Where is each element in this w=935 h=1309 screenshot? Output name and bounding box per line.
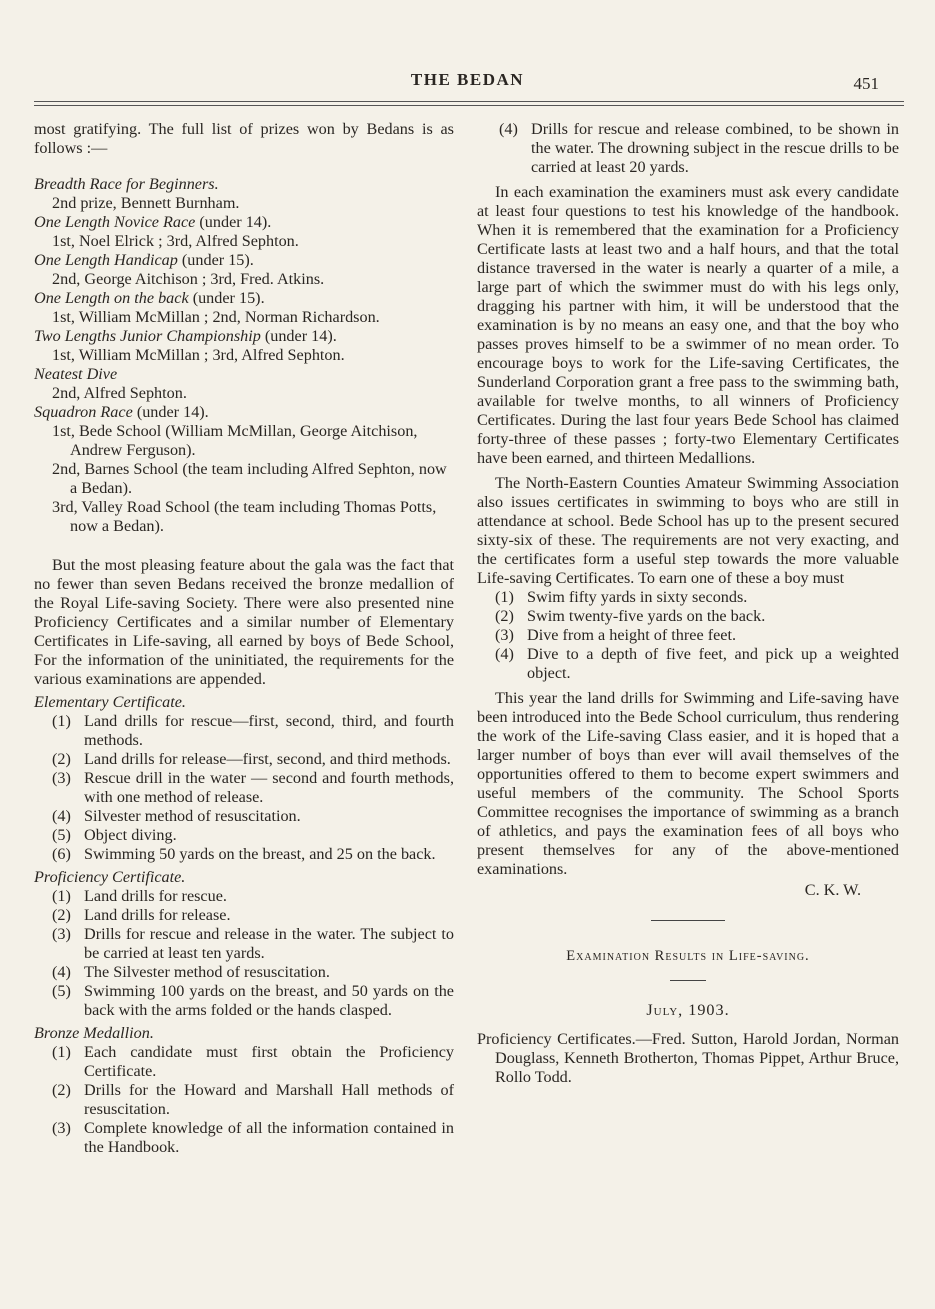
list-item xyxy=(52,750,454,769)
item-text: Swim twenty-five yards on the back. xyxy=(527,607,766,625)
prize-result: 1st, William McMillan ; 3rd, Alfred Sephton. xyxy=(52,346,345,364)
proficiency-certificate-title: Proficiency Certificate. xyxy=(34,868,186,886)
event-name: Two Lengths Junior Championship xyxy=(34,327,261,345)
prize-event xyxy=(34,365,454,384)
item-text: Dive to a depth of five feet, and pick up a weighted object. xyxy=(527,645,899,682)
list-item xyxy=(52,887,454,906)
item-text: Complete knowledge of all the information contained in the Handbook. xyxy=(84,1119,454,1156)
item-number: (6) xyxy=(52,845,71,863)
item-text: Each candidate must first obtain the Proficiency Certificate. xyxy=(84,1043,454,1080)
list-item xyxy=(499,120,899,177)
item-number: (2) xyxy=(495,607,514,625)
item-number: (3) xyxy=(52,925,71,943)
left-column xyxy=(34,120,454,1157)
event-qualifier: (under 14). xyxy=(136,403,209,421)
prize-result: 1st, William McMillan ; 2nd, Norman Richardson. xyxy=(52,308,380,326)
list-item xyxy=(495,626,899,645)
item-text: Rescue drill in the water — second and fourth methods, with one method of release. xyxy=(84,769,454,806)
list-item xyxy=(52,982,454,1020)
list-item xyxy=(52,826,454,845)
item-text: Land drills for rescue—first, second, third, and fourth methods. xyxy=(84,712,454,749)
event-name: Neatest Dive xyxy=(34,365,118,383)
section-divider-short xyxy=(670,980,706,981)
item-number: (4) xyxy=(495,645,514,663)
section-divider xyxy=(651,920,725,921)
prize-result: 1st, Bede School (William McMillan, George Aitchison, Andrew Ferguson). xyxy=(52,422,418,459)
prize-result: 2nd, George Aitchison ; 3rd, Fred. Atkins. xyxy=(52,270,325,288)
bronze-requirements-continued xyxy=(499,120,899,177)
item-number: (1) xyxy=(495,588,514,606)
item-number: (1) xyxy=(52,887,71,905)
prize-list xyxy=(34,175,454,536)
item-number: (3) xyxy=(52,769,71,787)
item-text: Land drills for rescue. xyxy=(84,887,227,905)
header-rule-double xyxy=(34,105,904,106)
event-qualifier: (under 15). xyxy=(181,251,254,269)
list-item xyxy=(52,1081,454,1119)
prize-result: 2nd, Alfred Sephton. xyxy=(52,384,187,402)
elementary-requirements xyxy=(52,712,454,864)
list-item xyxy=(495,607,899,626)
item-text: Drills for the Howard and Marshall Hall methods of resuscitation. xyxy=(84,1081,454,1118)
results-date: July, 1903. xyxy=(646,1001,730,1019)
event-name: One Length Novice Race xyxy=(34,213,196,231)
prize-event xyxy=(34,213,454,232)
item-text: Swimming 50 yards on the breast, and 25 on the back. xyxy=(84,845,436,863)
page-number: 451 xyxy=(853,74,879,93)
intro-paragraph: most gratifying. The full list of prizes won by Bedans is as follows :— xyxy=(34,120,454,157)
event-qualifier: (under 14). xyxy=(264,327,337,345)
prize-event xyxy=(34,327,454,346)
item-number: (4) xyxy=(52,807,71,825)
prize-event xyxy=(34,289,454,308)
event-qualifier: (under 15). xyxy=(192,289,265,307)
prize-event xyxy=(34,175,454,194)
gala-paragraph: But the most pleasing feature about the gala was the fact that no fewer than seven Bedans received the bronze medallion of the Royal Life-saving Society. There were also presented nine Proficiency Certificates and a similar number of Elementary Certificates in Life-saving, all earned by boys of Bede School, For the information of the uninitiated, the requirements for the various examinations are appended. xyxy=(34,556,454,688)
running-head xyxy=(0,70,935,94)
item-number: (4) xyxy=(499,120,518,138)
item-number: (3) xyxy=(52,1119,71,1137)
item-text: Land drills for release—first, second, and third methods. xyxy=(84,750,451,768)
item-text: Land drills for release. xyxy=(84,906,231,924)
right-column xyxy=(477,120,899,1087)
examination-paragraph: In each examination the examiners must ask every candidate at least four questions to test his knowledge of the handbook. When it is remembered that the examination for a Proficiency Certificate lasts at least two and a half hours, and that the total distance traversed in the water is nearly a quarter of a mile, a large part of which the swimmer must do with his legs only, dragging his partner with him, it will be understood that the examination is by no means an easy one, and that the boy who passes proves himself to be a swimmer of no mean order. To encourage boys to work for the Life-saving Certificates, the Sunderland Corporation grant a free pass to the swimming bath, available for twelve months, to all winners of Proficiency Certificates. During the last four years Bede School has claimed forty-three of these passes ; forty-two Elementary Certificates have been earned, and thirteen Medallions. xyxy=(477,183,899,467)
list-item xyxy=(495,645,899,683)
prize-result: 2nd, Barnes School (the team including Alfred Sephton, now a Bedan). xyxy=(52,460,447,497)
list-item xyxy=(52,925,454,963)
list-item xyxy=(52,712,454,750)
event-name: Breadth Race for Beginners. xyxy=(34,175,219,193)
item-number: (4) xyxy=(52,963,71,981)
item-text: Dive from a height of three feet. xyxy=(527,626,736,644)
prize-event xyxy=(34,251,454,270)
prize-result: 1st, Noel Elrick ; 3rd, Alfred Sephton. xyxy=(52,232,299,250)
list-item xyxy=(52,1119,454,1157)
swimming-association-paragraph: The North-Eastern Counties Amateur Swimming Association also issues certificates in swimming to boys who are still in attendance at school. Bede School has up to the present secured sixty-six of these. The requirements are not very exacting, and the certificates form a useful step towards the more valuable Life-saving Certificates. To earn one of these a boy must xyxy=(477,474,899,587)
bronze-medallion-title: Bronze Medallion. xyxy=(34,1024,154,1042)
list-item xyxy=(495,588,899,607)
list-item xyxy=(52,807,454,826)
bronze-requirements xyxy=(52,1043,454,1157)
curriculum-paragraph: This year the land drills for Swimming and Life-saving have been introduced into the Bede School curriculum, thus rendering the work of the Life-saving Class easier, and it is hoped that a larger number of boys than ever will avail themselves of the opportunities offered to them to become expert swimmers and useful members of the community. The School Sports Committee recognises the importance of swimming as a branch of athletics, and pays the examination fees of all boys who present themselves for any of the above-mentioned examinations. xyxy=(477,689,899,878)
proficiency-requirements xyxy=(52,887,454,1020)
event-name: Squadron Race xyxy=(34,403,133,421)
running-title: THE BEDAN xyxy=(410,70,525,89)
results-paragraph: Proficiency Certificates.—Fred. Sutton, Harold Jordan, Norman Douglass, Kenneth Brotherton, Thomas Pippet, Arthur Bruce, Rollo Todd. xyxy=(477,1030,899,1086)
list-item xyxy=(52,1043,454,1081)
prize-result: 3rd, Valley Road School (the team including Thomas Potts, now a Bedan). xyxy=(52,498,437,535)
author-signature: C. K. W. xyxy=(804,881,861,899)
item-text: The Silvester method of resuscitation. xyxy=(84,963,330,981)
association-requirements xyxy=(495,588,899,683)
list-item xyxy=(52,963,454,982)
item-number: (2) xyxy=(52,1081,71,1099)
event-name: One Length on the back xyxy=(34,289,189,307)
event-name: One Length Handicap xyxy=(34,251,178,269)
item-text: Swimming 100 yards on the breast, and 50 yards on the back with the arms folded or the hands clasped. xyxy=(84,982,454,1019)
list-item xyxy=(52,769,454,807)
prize-result: 2nd prize, Bennett Burnham. xyxy=(52,194,240,212)
item-text: Drills for rescue and release combined, to be shown in the water. The drowning subject in the rescue drills to be carried at least 20 yards. xyxy=(531,120,899,176)
elementary-certificate-title: Elementary Certificate. xyxy=(34,693,186,711)
item-number: (2) xyxy=(52,750,71,768)
item-text: Silvester method of resuscitation. xyxy=(84,807,301,825)
item-number: (5) xyxy=(52,982,71,1000)
examination-results-heading: Examination Results in Life-saving. xyxy=(566,948,810,964)
item-number: (1) xyxy=(52,712,71,730)
header-rule xyxy=(34,101,904,102)
item-text: Object diving. xyxy=(84,826,177,844)
item-text: Swim fifty yards in sixty seconds. xyxy=(527,588,748,606)
item-number: (2) xyxy=(52,906,71,924)
prize-event xyxy=(34,403,454,422)
list-item xyxy=(52,845,454,864)
item-text: Drills for rescue and release in the water. The subject to be carried at least ten yards. xyxy=(84,925,454,962)
list-item xyxy=(52,906,454,925)
item-number: (5) xyxy=(52,826,71,844)
item-number: (3) xyxy=(495,626,514,644)
event-qualifier: (under 14). xyxy=(199,213,272,231)
item-number: (1) xyxy=(52,1043,71,1061)
